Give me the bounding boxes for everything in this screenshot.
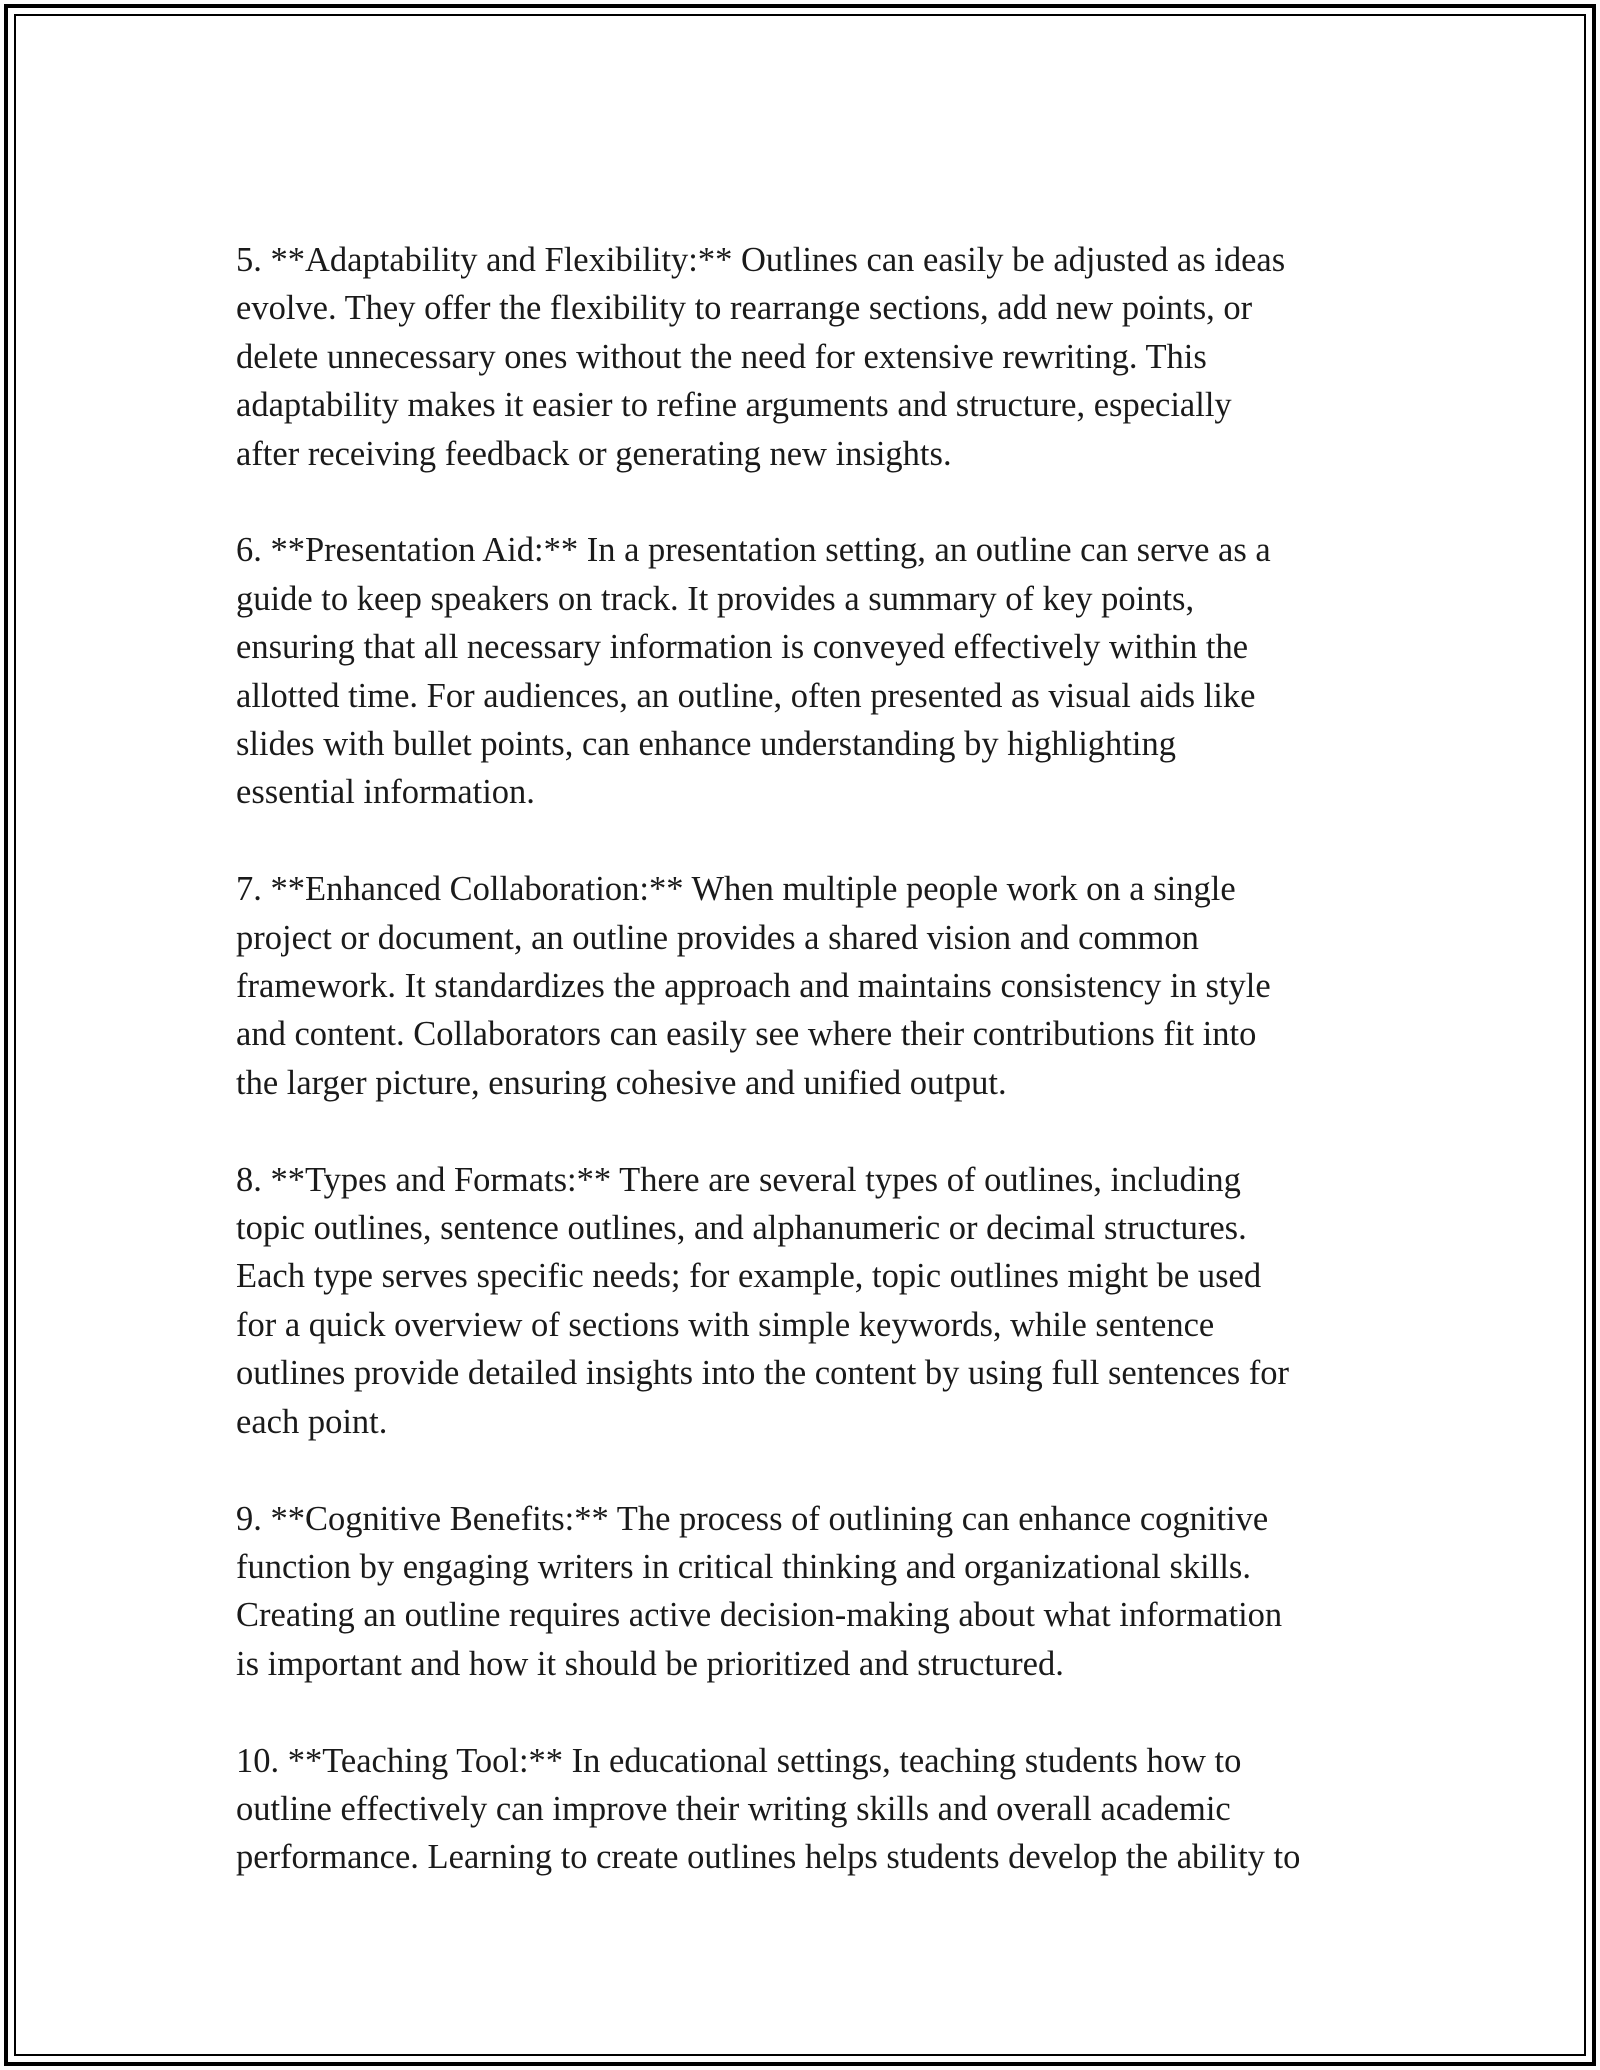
text-line: delete unnecessary ones without the need for extensive rewriting. This [236,337,1207,376]
text-line: each point. [236,1402,388,1441]
text-line: and content. Collaborators can easily see where their contributions fit into [236,1015,1257,1054]
text-line: outline effectively can improve their writing skills and overall academic [236,1789,1231,1828]
paragraph-adaptability [236,236,1376,478]
text-line: slides with bullet points, can enhance understanding by highlighting [236,725,1176,764]
text-line: 10. **Teaching Tool:** In educational settings, teaching students how to [236,1741,1242,1780]
text-line: Each type serves specific needs; for example, topic outlines might be used [236,1257,1262,1296]
text-line: Creating an outline requires active decision-making about what information [236,1596,1283,1635]
text-line: 7. **Enhanced Collaboration:** When multiple people work on a single [236,870,1236,909]
text-line: topic outlines, sentence outlines, and alphanumeric or decimal structures. [236,1209,1247,1248]
text-line: function by engaging writers in critical thinking and organizational skills. [236,1547,1251,1586]
paragraph-teaching-tool [236,1737,1376,1882]
text-line: essential information. [236,773,535,812]
text-line: 9. **Cognitive Benefits:** The process of outlining can enhance cognitive [236,1499,1269,1538]
text-line: 6. **Presentation Aid:** In a presentation setting, an outline can serve as a [236,531,1271,570]
text-line: framework. It standardizes the approach and maintains consistency in style [236,967,1271,1006]
text-line: adaptability makes it easier to refine arguments and structure, especially [236,386,1232,425]
paragraph-enhanced-collaboration [236,865,1376,1107]
text-line: allotted time. For audiences, an outline, often presented as visual aids like [236,676,1256,715]
paragraph-presentation-aid [236,526,1376,816]
text-line: 8. **Types and Formats:** There are several types of outlines, including [236,1160,1241,1199]
text-line: performance. Learning to create outlines helps students develop the ability to [236,1838,1301,1877]
paragraph-cognitive-benefits [236,1495,1376,1689]
text-line: evolve. They offer the flexibility to rearrange sections, add new points, or [236,289,1253,328]
text-line: 5. **Adaptability and Flexibility:** Outlines can easily be adjusted as ideas [236,241,1286,279]
text-line: for a quick overview of sections with simple keywords, while sentence [236,1305,1215,1344]
text-line: guide to keep speakers on track. It provides a summary of key points, [236,579,1195,618]
text-line: outlines provide detailed insights into the content by using full sentences for [236,1354,1290,1393]
text-line: after receiving feedback or generating new insights. [236,434,952,473]
text-line: ensuring that all necessary information is conveyed effectively within the [236,628,1249,667]
document-body [236,236,1376,1930]
text-line: is important and how it should be prioritized and structured. [236,1644,1064,1683]
text-line: project or document, an outline provides a shared vision and common [236,918,1199,957]
text-line: the larger picture, ensuring cohesive and unified output. [236,1063,1007,1102]
paragraph-types-and-formats [236,1156,1376,1446]
